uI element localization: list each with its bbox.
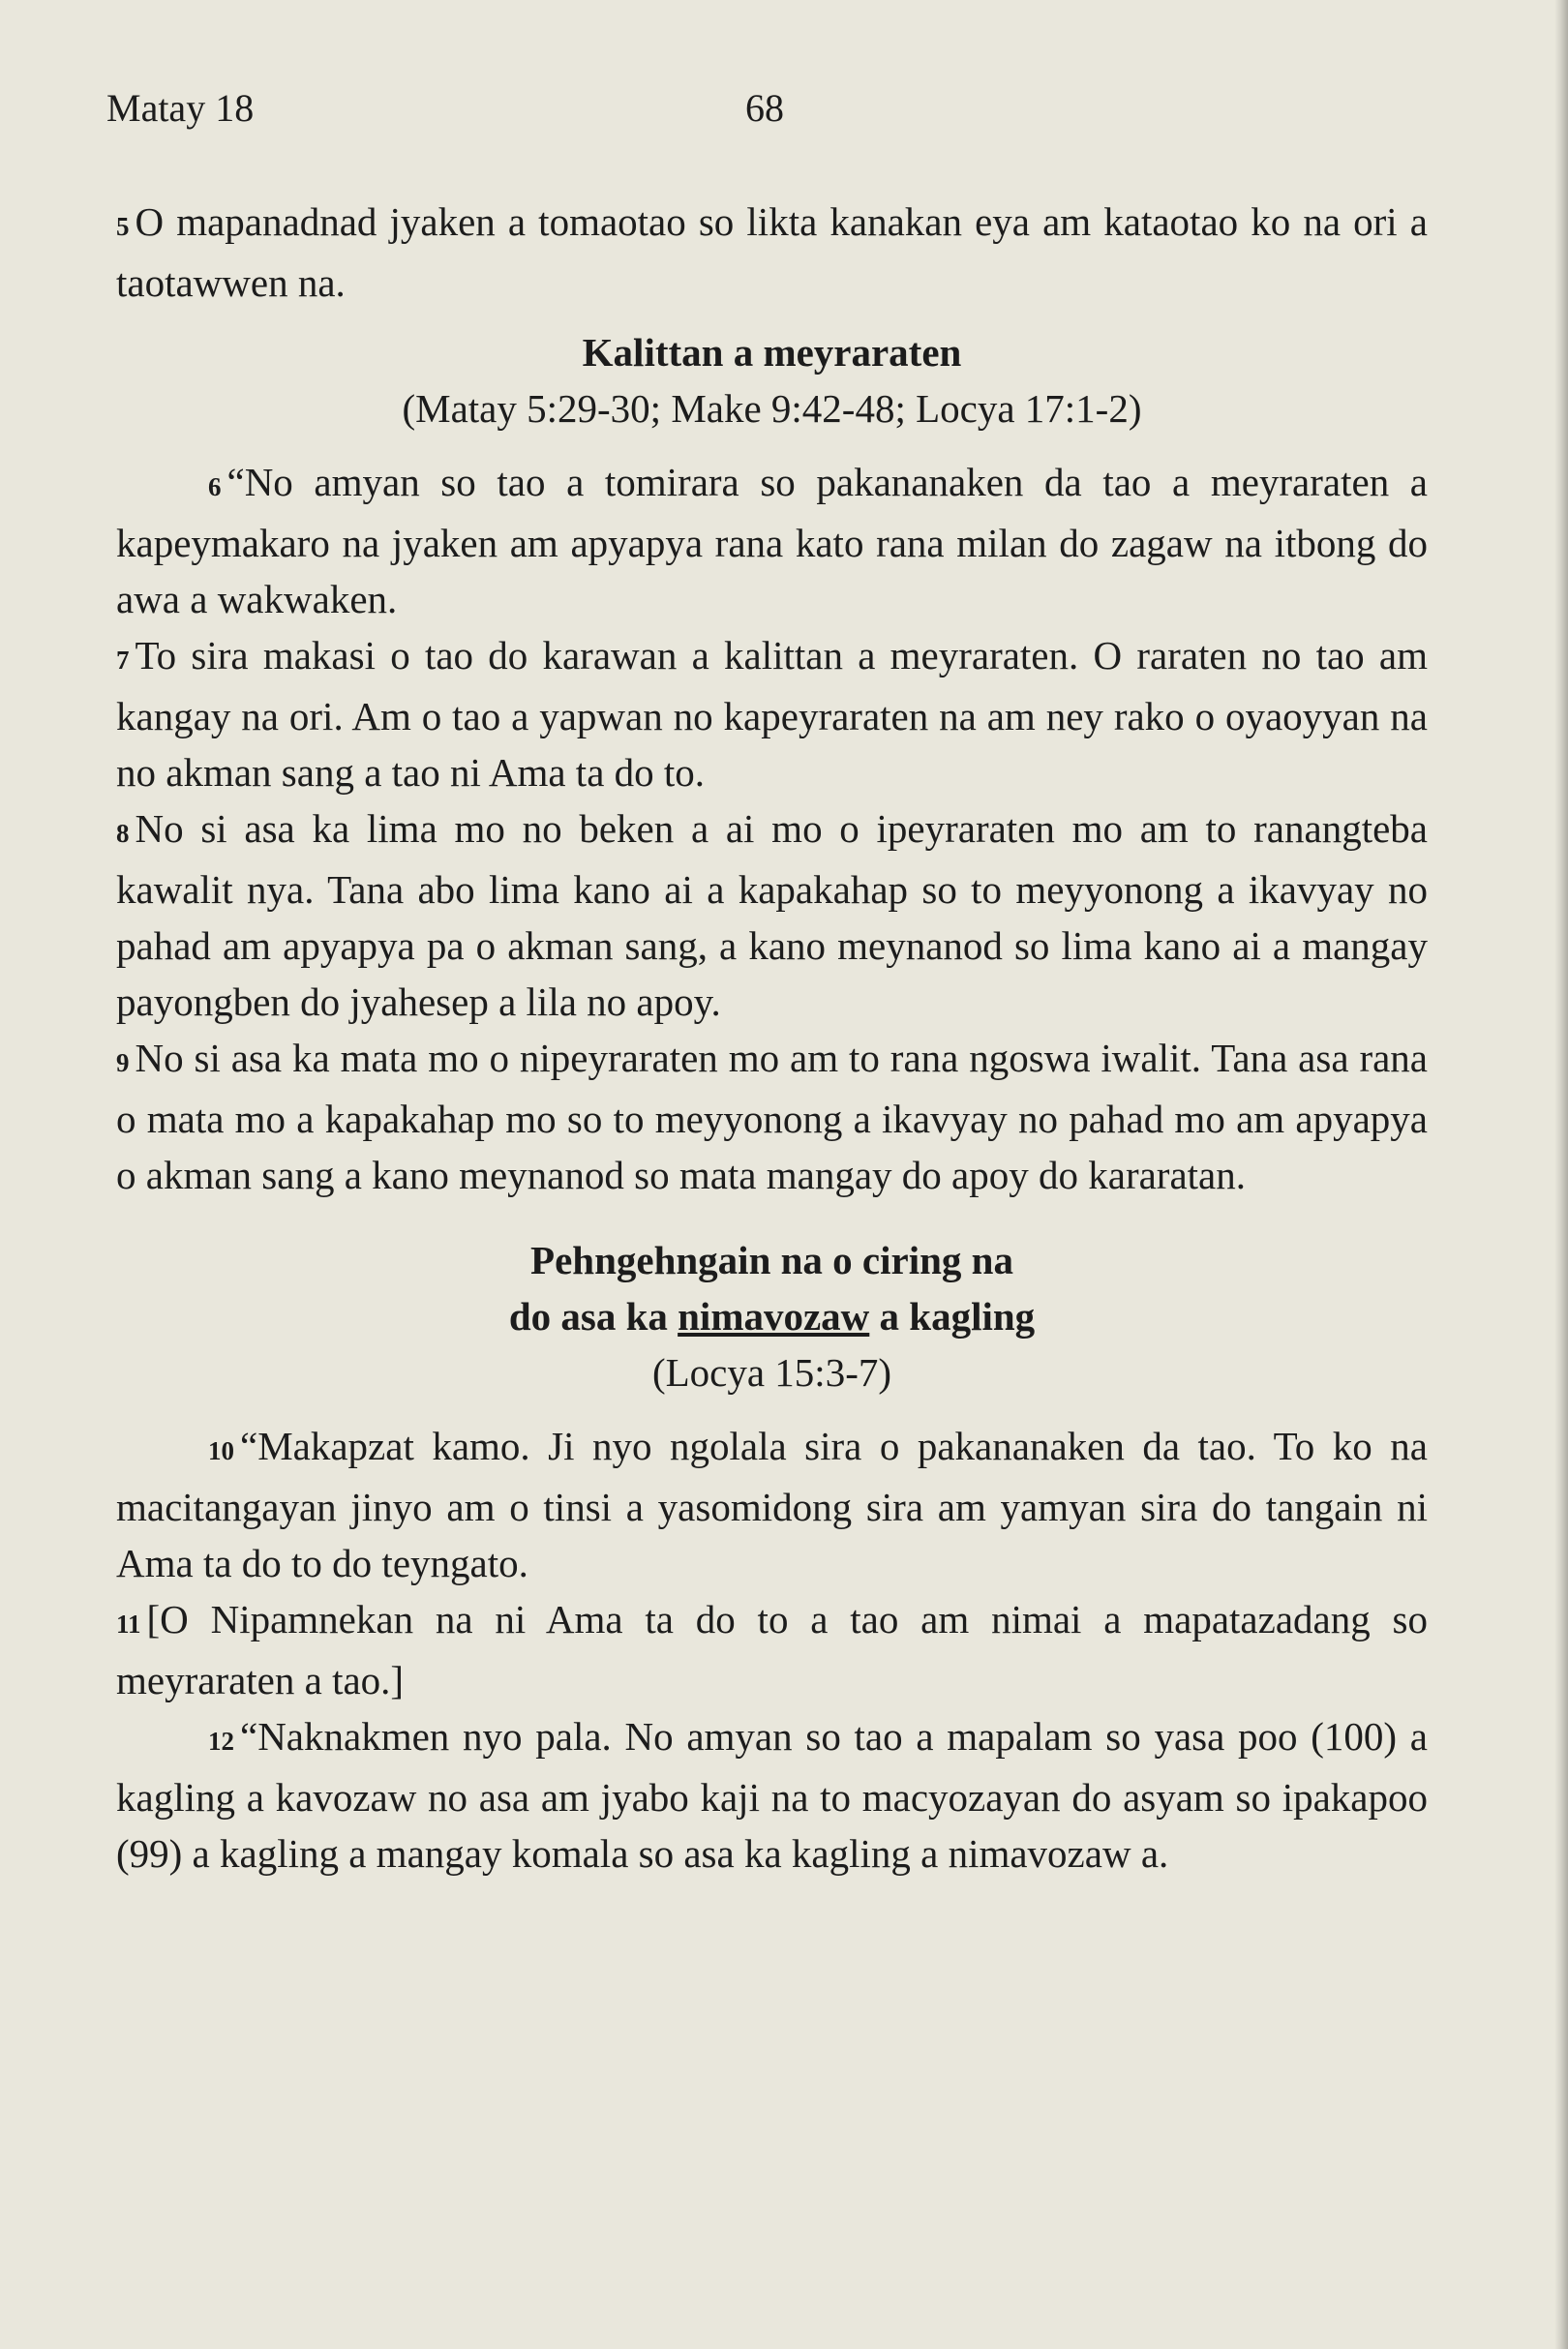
verse-text: “No amyan so tao a tomirara so pakananaken da tao a meyraraten a kapeymakaro na jyaken am apyapya rana kato rana milan do zagaw na itbong do awa a wakwaken. <box>116 460 1428 621</box>
verse-number: 5 <box>116 212 130 241</box>
book-chapter-label: Matay 18 <box>106 86 255 130</box>
verse-8 <box>116 800 1428 1030</box>
verse-text: To sira makasi o tao do karawan a kalittan a meyraraten. O raraten no tao am kangay na ori. Am o tao a yapwan no kapeyraraten na am ney rako o oyaoyyan na no akman sang a tao ni Ama ta do to. <box>116 633 1428 795</box>
section-cross-references: (Locya 15:3-7) <box>651 1350 892 1395</box>
verse-9 <box>116 1030 1428 1203</box>
heading-text: a kagling <box>869 1294 1036 1339</box>
verse-number: 11 <box>116 1610 141 1639</box>
section-heading: Kalittan a meyraraten <box>582 330 962 375</box>
verse-10 <box>116 1418 1428 1591</box>
verse-5 <box>116 194 1428 311</box>
verse-6 <box>116 454 1428 627</box>
verse-11 <box>116 1591 1428 1708</box>
heading-underlined-word: nimavozaw <box>678 1294 870 1339</box>
verse-text: “Makapzat kamo. Ji nyo ngolala sira o pakananaken da tao. To ko na macitangayan jinyo am o tinsi a yasomidong sira am yamyan sira do tangain ni Ama ta do to do teyngato. <box>116 1424 1428 1585</box>
verse-number: 9 <box>116 1048 130 1077</box>
page-number: 68 <box>745 86 784 130</box>
section-heading-line-2 <box>116 1288 1428 1344</box>
verse-7 <box>116 627 1428 800</box>
section-cross-references: (Matay 5:29-30; Make 9:42-48; Locya 17:1-2) <box>402 386 1142 431</box>
verse-text: No si asa ka lima mo no beken a ai mo o ipeyraraten mo am to ranangteba kawalit nya. Tana abo lima kano ai a kapakahap so to meyyonong a ikavyay no pahad am apyapya pa o akman sang, a kano meynanod so lima kano ai a mangay payongben do jyahesep a lila no apoy. <box>116 806 1428 1024</box>
heading-text: do asa ka <box>508 1294 678 1339</box>
verse-12 <box>116 1708 1428 1882</box>
verse-text: “Naknakmen nyo pala. No amyan so tao a mapalam so yasa poo (100) a kagling a kavozaw no asa am jyabo kaji na to macyozayan do asyam so ipakapoo (99) a kagling a mangay komala so asa ka kagling a nimavozaw a. <box>116 1714 1428 1876</box>
page-body <box>116 194 1428 1882</box>
verse-number: 7 <box>116 646 130 675</box>
verse-text: [O Nipamnekan na ni Ama ta do to a tao am nimai a mapatazadang so meyraraten a tao.] <box>116 1597 1428 1702</box>
verse-number: 12 <box>208 1727 234 1756</box>
verse-number: 6 <box>208 472 222 501</box>
verse-number: 8 <box>116 819 130 848</box>
running-header <box>106 79 1462 137</box>
verse-text: No si asa ka mata mo o nipeyraraten mo am to rana ngoswa iwalit. Tana asa rana o mata mo a kapakahap mo so to meyyonong a ikavyay no pahad mo am apyapya o akman sang a kano meynanod so mata mangay do apoy do kararatan. <box>116 1036 1428 1197</box>
verse-text: O mapanadnad jyaken a tomaotao so likta kanakan eya am kataotao ko na ori a taotawwen na. <box>116 199 1428 305</box>
verse-number: 10 <box>208 1436 234 1465</box>
section-heading-line-1: Pehngehngain na o ciring na <box>530 1238 1013 1282</box>
page-edge-shadow <box>1554 0 1568 2349</box>
